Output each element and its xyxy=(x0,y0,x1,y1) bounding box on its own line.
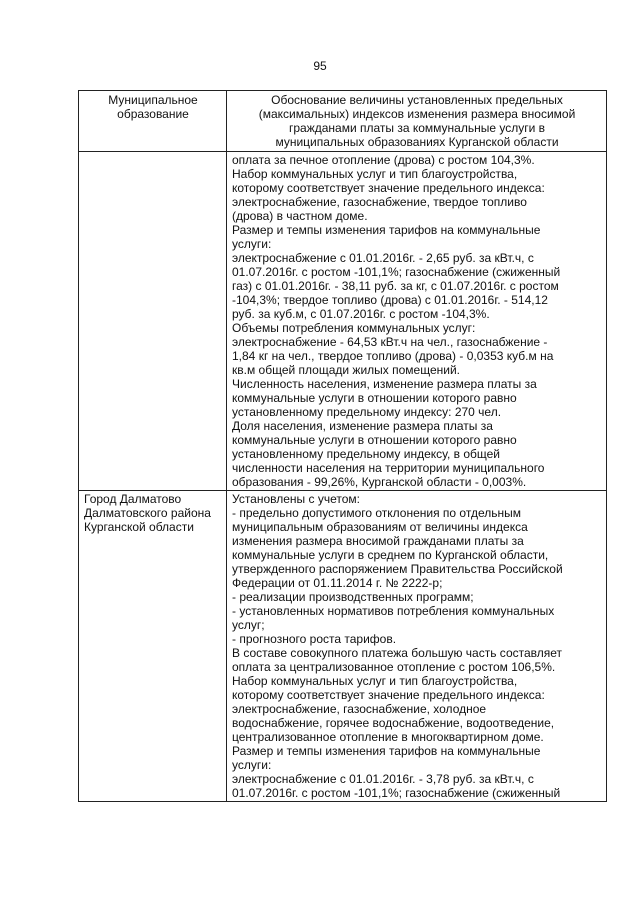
text-line: услуги: xyxy=(232,758,272,772)
text-line: газ) с 01.01.2016г. - 38,11 руб. за кг, с 01.07.2016г. с ростом xyxy=(232,279,559,293)
text-line: Доля населения, изменение размера платы за xyxy=(232,419,493,433)
text-line: Город Далматово xyxy=(84,492,182,506)
text-line: электроснабжение, газоснабжение, холодное xyxy=(232,702,487,716)
text-line: Федерации от 01.11.2014 г. № 2222-р; xyxy=(232,576,443,590)
text-line: Курганской области xyxy=(84,520,194,534)
text-line: Размер и темпы изменения тарифов на коммунальные xyxy=(232,223,541,237)
text-line: 1,84 кг на чел., твердое топливо (дрова) - 0,0353 куб.м на xyxy=(232,349,554,363)
text-line: централизованное отопление в многоквартирном доме. xyxy=(232,730,544,744)
header-municipality xyxy=(79,91,227,152)
page-number: 95 xyxy=(313,59,327,73)
text-line: которому соответствует значение предельного индекса: xyxy=(232,688,545,702)
text-line: оплата за централизованное отопление с ростом 106,5%. xyxy=(232,660,556,674)
text-line: Численность населения, изменение размера платы за xyxy=(232,377,537,391)
text-line: установленному предельному индексу, в общей xyxy=(232,447,500,461)
header-municipality-line: образование xyxy=(117,107,189,121)
text-line: электроснабжение с 01.01.2016г. - 2,65 руб. за кВт.ч, с xyxy=(232,251,534,265)
table-header-row xyxy=(79,91,607,152)
text-line: -104,3%; твердое топливо (дрова) с 01.01.2016г. - 514,12 xyxy=(232,293,548,307)
header-justification xyxy=(227,91,607,152)
text-line: В составе совокупного платежа большую часть составляет xyxy=(232,646,563,660)
text-line: 01.07.2016г. с ростом -101,1%; газоснабжение (сжиженный xyxy=(232,265,561,279)
text-line: - прогнозного роста тарифов. xyxy=(232,632,397,646)
justification-cell xyxy=(227,491,607,802)
text-line: муниципальным образованиям от величины индекса xyxy=(232,520,528,534)
justification-table xyxy=(78,90,607,802)
text-line: услуги: xyxy=(232,237,272,251)
text-line: кв.м общей площади жилых помещений. xyxy=(232,363,460,377)
header-justification-line: муниципальных образованиях Курганской области xyxy=(275,135,559,149)
municipality-cell xyxy=(79,491,227,802)
text-line: установленному предельному индексу: 270 чел. xyxy=(232,405,502,419)
text-line: Набор коммунальных услуг и тип благоустройства, xyxy=(232,674,518,688)
text-line: Установлены с учетом: xyxy=(232,492,360,506)
text-line: образования - 99,26%, Курганской области - 0,003%. xyxy=(232,475,527,489)
header-justification-line: Обоснование величины установленных предельных xyxy=(271,93,563,107)
text-line: Размер и темпы изменения тарифов на коммунальные xyxy=(232,744,541,758)
text-line: (дрова) в частном доме. xyxy=(232,209,368,223)
text-line: Объемы потребления коммунальных услуг: xyxy=(232,321,476,335)
text-line: водоснабжение, горячее водоснабжение, водоотведение, xyxy=(232,716,555,730)
justification-cell xyxy=(227,152,607,491)
text-line: - предельно допустимого отклонения по отдельным xyxy=(232,506,521,520)
text-line: услуг; xyxy=(232,618,265,632)
municipality-cell xyxy=(79,152,227,491)
text-line: коммунальные услуги в отношении которого равно xyxy=(232,433,517,447)
text-line: Набор коммунальных услуг и тип благоустройства, xyxy=(232,167,518,181)
text-line: электроснабжение, газоснабжение, твердое топливо xyxy=(232,195,527,209)
text-line: - установленных нормативов потребления коммунальных xyxy=(232,604,555,618)
text-line: руб. за куб.м, с 01.07.2016г. с ростом -104,3%. xyxy=(232,307,490,321)
text-line: электроснабжение с 01.01.2016г. - 3,78 руб. за кВт.ч, с xyxy=(232,772,534,786)
text-line: утвержденного распоряжением Правительства Российской xyxy=(232,562,563,576)
table-row xyxy=(79,152,607,491)
text-line: которому соответствует значение предельного индекса: xyxy=(232,181,545,195)
header-justification-line: (максимальных) индексов изменения размера вносимой xyxy=(258,107,576,121)
text-line: коммунальные услуги в среднем по Курганской области, xyxy=(232,548,549,562)
header-justification-line: гражданами платы за коммунальные услуги в xyxy=(288,121,546,135)
text-line: коммунальные услуги в отношении которого равно xyxy=(232,391,517,405)
text-line: Далматовского района xyxy=(84,506,211,520)
text-line: электроснабжение - 64,53 кВт.ч на чел., газоснабжение - xyxy=(232,335,548,349)
text-line: - реализации производственных программ; xyxy=(232,590,474,604)
text-line: 01.07.2016г. с ростом -101,1%; газоснабжение (сжиженный xyxy=(232,786,561,800)
text-line: численности населения на территории муниципального xyxy=(232,461,545,475)
text-line: оплата за печное отопление (дрова) с ростом 104,3%. xyxy=(232,153,535,167)
header-municipality-line: Муниципальное xyxy=(108,93,198,107)
text-line: изменения размера вносимой гражданами платы за xyxy=(232,534,524,548)
table-row xyxy=(79,491,607,802)
